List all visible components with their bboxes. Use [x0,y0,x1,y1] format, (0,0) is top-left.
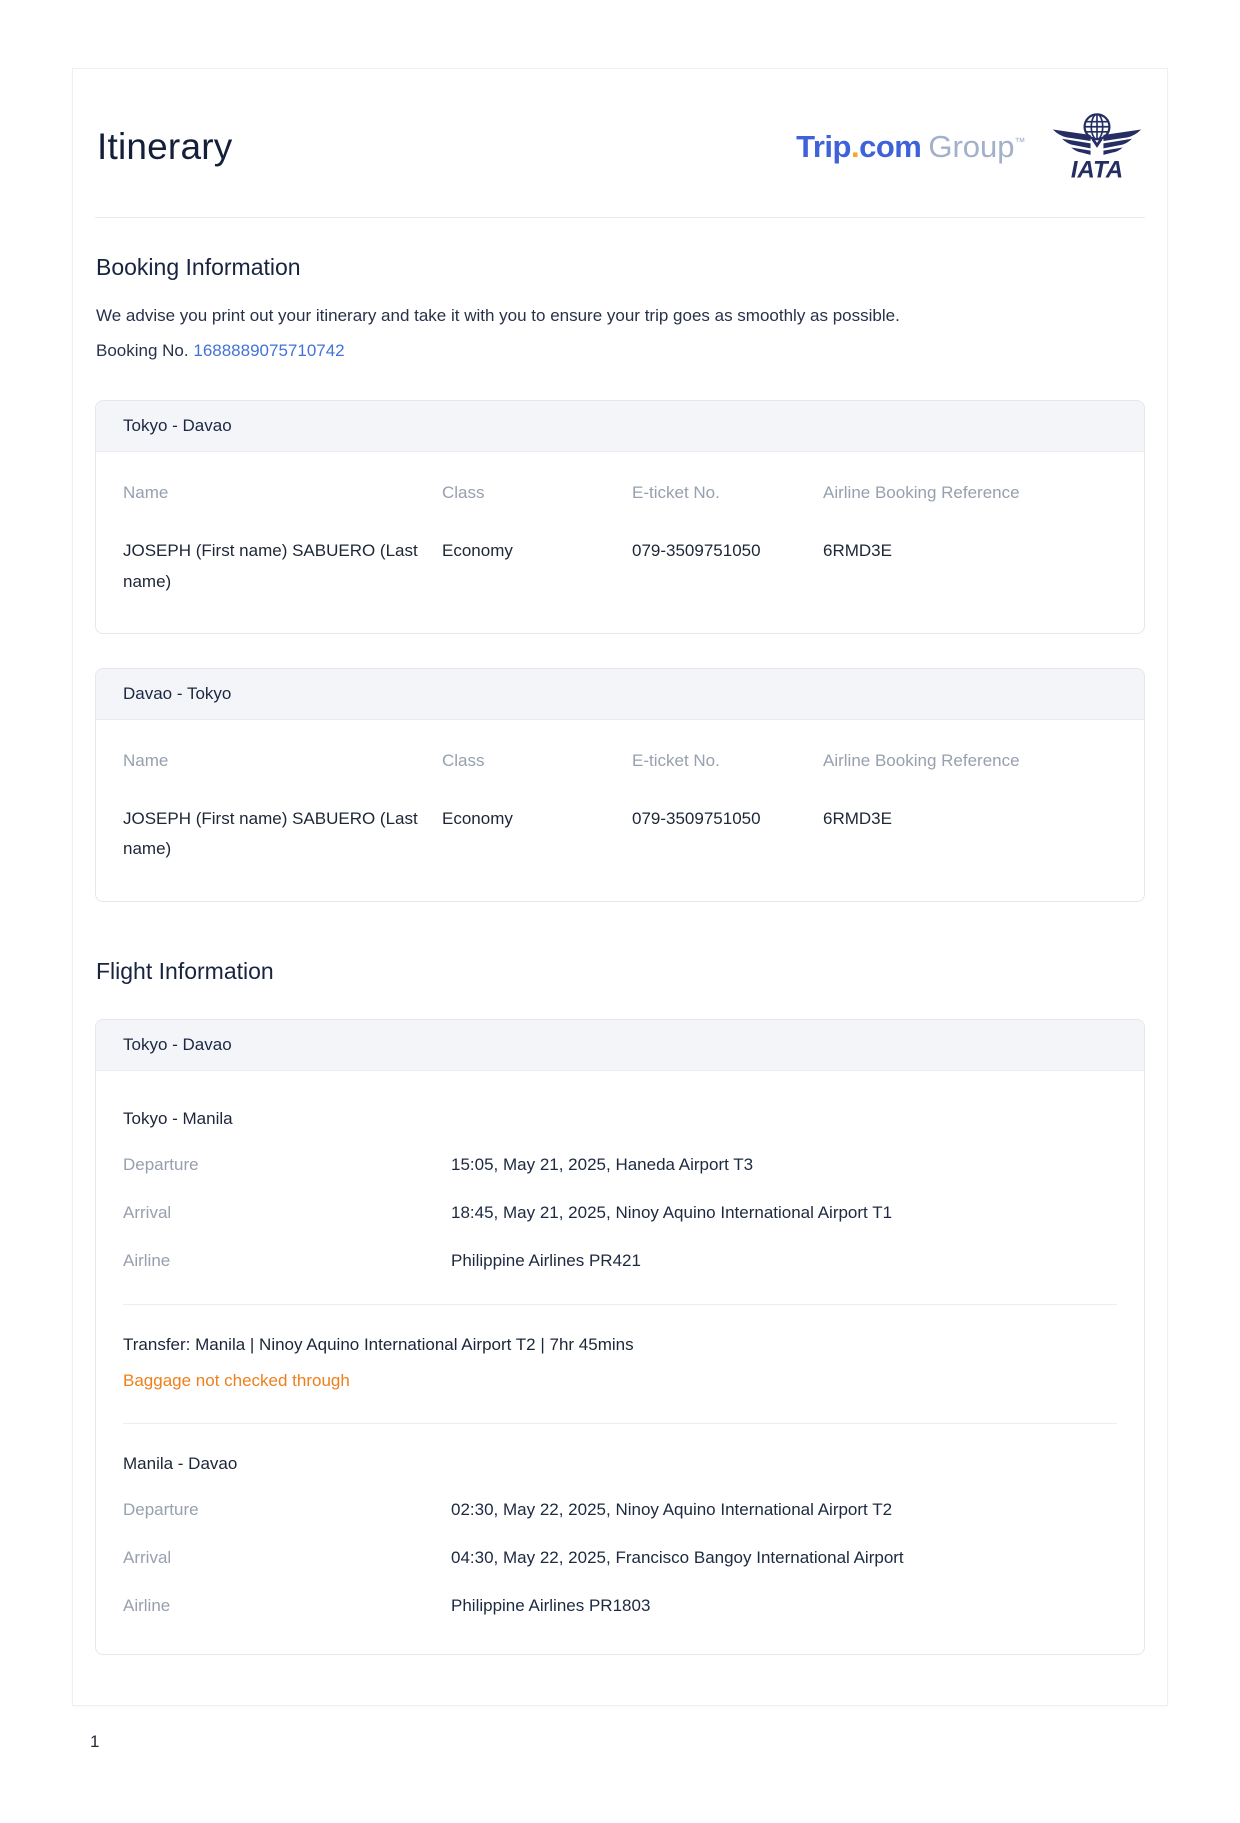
brand-logos [796,111,1143,183]
iata-logo [1051,111,1143,183]
departure-label: Departure [123,1500,199,1520]
route-header: Davao - Tokyo [96,669,1144,720]
route-header: Tokyo - Davao [96,401,1144,452]
flight-row-airline [123,1249,1117,1273]
column-header-class: Class [442,483,485,503]
flight-row-departure [123,1498,1117,1522]
page-number: 1 [90,1731,100,1751]
segment-title-manila-davao: Manila - Davao [123,1454,238,1474]
arrival-label: Arrival [123,1202,172,1222]
segment-divider [123,1423,1117,1424]
column-header-eticket: E-ticket No. [632,751,720,771]
flight-card-tokyo-davao [95,1019,1145,1655]
booking-card-tokyo-davao [95,400,1145,634]
airline-label: Airline [123,1250,171,1270]
departure-value: 15:05, May 21, 2025, Haneda Airport T3 [451,1155,754,1175]
tripcom-group-logo [796,129,1025,165]
column-header-reference: Airline Booking Reference [823,483,1020,503]
segment-title-tokyo-manila: Tokyo - Manila [123,1109,233,1129]
airline-label: Airline [123,1596,171,1616]
booking-advice-text: We advise you print out your itinerary and take it with you to ensure your trip goes as smoothly as possible. [96,306,900,325]
flight-row-arrival [123,1546,1117,1570]
flight-information-heading: Flight Information [96,958,274,985]
flight-row-airline [123,1594,1117,1618]
column-header-eticket: E-ticket No. [632,483,720,503]
booking-number-link[interactable]: 1688889075710742 [193,340,345,360]
passenger-class-cell: Economy [442,808,513,828]
booking-card-davao-tokyo [95,668,1145,902]
flight-row-departure [123,1153,1117,1177]
booking-card-body [96,452,1144,633]
passenger-name-cell: JOSEPH (First name) SABUERO (Last name) [123,540,418,591]
passenger-reference-cell: 6RMD3E [823,540,892,560]
tripcom-logo-com: com [859,129,922,164]
booking-card-body [96,720,1144,901]
departure-label: Departure [123,1155,199,1175]
arrival-label: Arrival [123,1548,172,1568]
arrival-value: 04:30, May 22, 2025, Francisco Bangoy International Airport [451,1548,904,1568]
passenger-class-cell: Economy [442,540,513,560]
passenger-eticket-cell: 079-3509751050 [632,540,761,560]
booking-information-heading: Booking Information [96,254,301,280]
trademark-symbol: ™ [1014,136,1025,149]
arrival-value: 18:45, May 21, 2025, Ninoy Aquino International Airport T1 [451,1202,893,1222]
passenger-name-cell: JOSEPH (First name) SABUERO (Last name) [123,808,418,859]
passenger-eticket-cell: 079-3509751050 [632,808,761,828]
iata-logo-icon [1051,111,1143,183]
flight-card-body [96,1071,1144,1654]
tripcom-logo-trip: Trip [796,129,851,164]
passenger-reference-cell: 6RMD3E [823,808,892,828]
departure-value: 02:30, May 22, 2025, Ninoy Aquino International Airport T2 [451,1500,893,1520]
passenger-table [123,478,1117,597]
passenger-table [123,746,1117,865]
page-title: Itinerary [97,126,233,167]
segment-divider [123,1304,1117,1305]
booking-number-line [96,336,1145,367]
column-header-name: Name [123,483,169,503]
document-header [95,105,1145,183]
tripcom-logo-dot: . [850,129,860,164]
booking-number-label: Booking No. [96,340,189,360]
svg-text:IATA: IATA [1070,156,1124,183]
tripcom-logo-group: Group [928,129,1015,164]
transfer-info: Transfer: Manila | Ninoy Aquino International Airport T2 | 7hr 45mins [123,1335,634,1355]
flight-row-arrival [123,1201,1117,1225]
column-header-class: Class [442,751,485,771]
baggage-warning: Baggage not checked through [123,1371,350,1391]
document-page [72,68,1168,1706]
airline-value: Philippine Airlines PR421 [451,1250,641,1270]
airline-value: Philippine Airlines PR1803 [451,1596,651,1616]
column-header-reference: Airline Booking Reference [823,751,1020,771]
column-header-name: Name [123,751,169,771]
header-divider [95,217,1145,218]
route-header: Tokyo - Davao [96,1020,1144,1071]
